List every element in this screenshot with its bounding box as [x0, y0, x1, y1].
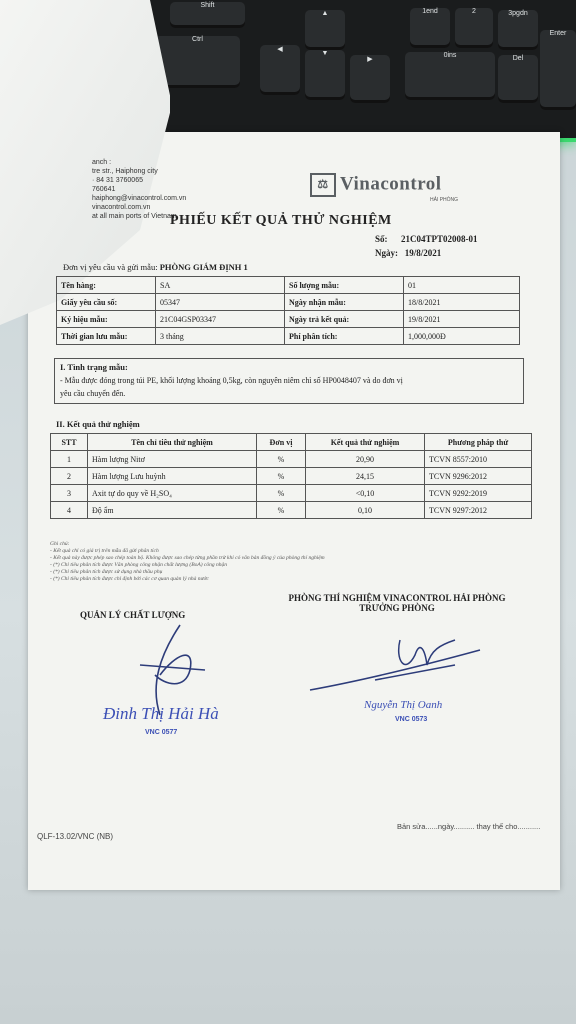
- key-label: 2: [472, 8, 476, 15]
- key-label: 0ins: [443, 52, 457, 59]
- table-cell: 18/8/2021: [404, 294, 520, 311]
- key-del: [498, 55, 538, 103]
- column-header: Kết quả thử nghiệm: [306, 434, 425, 451]
- table-cell: Hàm lượng Lưu huỳnh: [88, 468, 257, 485]
- table-header-row: [51, 434, 532, 451]
- logo-subtitle: HẢI PHÒNG: [430, 197, 459, 203]
- report-date: [375, 248, 441, 258]
- table-cell: Độ ẩm: [88, 502, 257, 519]
- key-down-arrow: ▼: [305, 50, 345, 100]
- table-cell: SA: [156, 277, 285, 294]
- form-code: QLF-13.02/VNC (NB): [37, 832, 114, 841]
- lab-name: PHÒNG THÍ NGHIỆM VINACONTROL HẢI PHÒNG: [288, 593, 506, 603]
- table-cell: TCVN 9297:2012: [425, 502, 532, 519]
- table-cell: Hàm lượng Nitơ: [88, 451, 257, 468]
- lab-head-position: TRƯỞNG PHÒNG: [359, 603, 435, 613]
- report-number-label: Số:: [375, 234, 388, 244]
- table-cell: Phí phân tích:: [285, 328, 404, 345]
- table-cell: 21C04GSP03347: [156, 311, 285, 328]
- key-label: 1end: [422, 8, 438, 15]
- column-header: Đơn vị: [257, 434, 306, 451]
- report-number: [375, 234, 478, 244]
- requester-line: [63, 262, 248, 272]
- table-cell: %: [257, 468, 306, 485]
- table-row: [57, 277, 520, 294]
- table-cell: Thời gian lưu mẫu:: [57, 328, 156, 345]
- document-title: PHIẾU KẾT QUẢ THỬ NGHIỆM: [170, 213, 392, 228]
- sample-condition-text: - Mẫu được đóng trong túi PE, khối lượng khoảng 0,5kg, còn nguyên niêm chì số HP0048407 và do đơn vị: [60, 376, 403, 385]
- table-cell: 3 tháng: [156, 328, 285, 345]
- table-cell: 19/8/2021: [404, 311, 520, 328]
- address-line: vinacontrol.com.vn: [92, 204, 151, 211]
- quality-manager-title: QUẢN LÝ CHẤT LƯỢNG: [80, 610, 186, 620]
- report-date-value: 19/8/2021: [404, 248, 442, 258]
- table-cell: 0,10: [306, 502, 425, 519]
- table-cell: 1,000,000Đ: [404, 328, 520, 345]
- table-row: [51, 468, 532, 485]
- table-cell: %: [257, 502, 306, 519]
- table-cell: 20,90: [306, 451, 425, 468]
- table-cell: TCVN 9296:2012: [425, 468, 532, 485]
- note-line: Ghi chú:: [50, 541, 70, 547]
- key-3pgdn: [498, 10, 538, 50]
- logo-text: Vinacontrol: [340, 173, 442, 195]
- table-cell: TCVN 8557:2010: [425, 451, 532, 468]
- table-cell: %: [257, 485, 306, 502]
- table-cell: 1: [51, 451, 88, 468]
- key-label: Del: [512, 55, 524, 62]
- note-line: - (*) Chỉ tiêu phân tích được sử dụng nhà thầu phụ: [50, 569, 163, 575]
- key-2: [455, 8, 493, 48]
- lab-head-title: [272, 593, 522, 613]
- table-cell: 01: [404, 277, 520, 294]
- address-line: tre str., Haiphong city: [92, 168, 158, 175]
- quality-manager-code: VNC 0577: [145, 729, 178, 736]
- address-line: · 84 31 3760065: [92, 177, 143, 184]
- vinacontrol-logo: [310, 173, 442, 197]
- table-cell: Tên hàng:: [57, 277, 156, 294]
- address-line: at all main ports of Vietnam: [92, 213, 177, 220]
- table-cell: Axit tự do quy về H₂SO₄: [88, 485, 257, 502]
- sample-info-table: [56, 276, 520, 345]
- table-cell: 3: [51, 485, 88, 502]
- report-number-value: 21C04TPT02008-01: [401, 234, 478, 244]
- report-date-label: Ngày:: [375, 248, 398, 258]
- note-line: - Kết quả chỉ có giá trị trên mẫu đã gửi phân tích: [50, 548, 159, 554]
- lab-head-name: Nguyễn Thị Oanh: [364, 699, 443, 711]
- key-left-arrow: ◀: [260, 45, 300, 95]
- key-label: Ctrl: [192, 36, 203, 43]
- table-row: [51, 502, 532, 519]
- table-cell: <0,10: [306, 485, 425, 502]
- note-line: - Kết quả này được phép sao chép toàn bộ. Không được sao chép từng phần trừ khi có văn bản đồng ý của phòng thí nghiệm: [50, 555, 325, 561]
- table-row: [57, 294, 520, 311]
- table-row: [57, 328, 520, 345]
- key-1end: [410, 8, 450, 48]
- lab-head-code: VNC 0573: [395, 716, 428, 723]
- table-cell: TCVN 9292:2019: [425, 485, 532, 502]
- table-cell: 05347: [156, 294, 285, 311]
- key-enter: [540, 30, 576, 110]
- address-line: haiphong@vinacontrol.com.vn: [92, 195, 187, 202]
- scales-icon: ⚖: [310, 173, 336, 197]
- key-label: Shift: [200, 2, 215, 9]
- note-line: - (*) Chỉ tiêu phân tích được Văn phòng công nhận chất lượng (BoA) công nhận: [50, 562, 227, 568]
- requester-value: PHÒNG GIÁM ĐỊNH 1: [159, 262, 248, 272]
- key-label: 3pgdn: [508, 10, 528, 17]
- column-header: Tên chỉ tiêu thử nghiệm: [88, 434, 257, 451]
- address-line: anch :: [92, 159, 112, 166]
- key-shift: [170, 2, 245, 28]
- sample-condition-title: I. Tình trạng mẫu:: [60, 362, 128, 372]
- table-cell: Số lượng mẫu:: [285, 277, 404, 294]
- results-title: II. Kết quả thử nghiệm: [56, 419, 140, 429]
- key-up-arrow: ▲: [305, 10, 345, 50]
- address-line: 760641: [92, 186, 116, 193]
- column-header: Phương pháp thử: [425, 434, 532, 451]
- key-ctrl: [155, 36, 240, 88]
- table-cell: %: [257, 451, 306, 468]
- table-row: [51, 451, 532, 468]
- table-cell: 24,15: [306, 468, 425, 485]
- column-header: STT: [51, 434, 88, 451]
- keyboard: [120, 0, 576, 142]
- key-label: Enter: [549, 30, 567, 37]
- key-0ins: [405, 52, 495, 100]
- notes-block: [50, 541, 325, 583]
- table-cell: 4: [51, 502, 88, 519]
- table-cell: Ngày trả kết quả:: [285, 311, 404, 328]
- sample-condition-text: yêu cầu chuyển đến.: [60, 389, 126, 398]
- revision-note: Bản sửa......ngày.......... thay thế cho...........: [397, 822, 541, 831]
- quality-manager-name: Đinh Thị Hải Hà: [103, 704, 219, 723]
- table-cell: 2: [51, 468, 88, 485]
- table-cell: Ngày nhận mẫu:: [285, 294, 404, 311]
- requester-label: Đơn vị yêu cầu và gửi mẫu:: [63, 262, 158, 272]
- results-table: [50, 433, 532, 519]
- table-row: [51, 485, 532, 502]
- table-cell: Ký hiệu mẫu:: [57, 311, 156, 328]
- table-cell: Giấy yêu cầu số:: [57, 294, 156, 311]
- key-right-arrow: ▶: [350, 55, 390, 103]
- right-signature: [305, 620, 490, 700]
- note-line: - (*) Chỉ tiêu phân tích được chỉ định bởi các cơ quan quản lý nhà nước: [50, 576, 209, 582]
- table-row: [57, 311, 520, 328]
